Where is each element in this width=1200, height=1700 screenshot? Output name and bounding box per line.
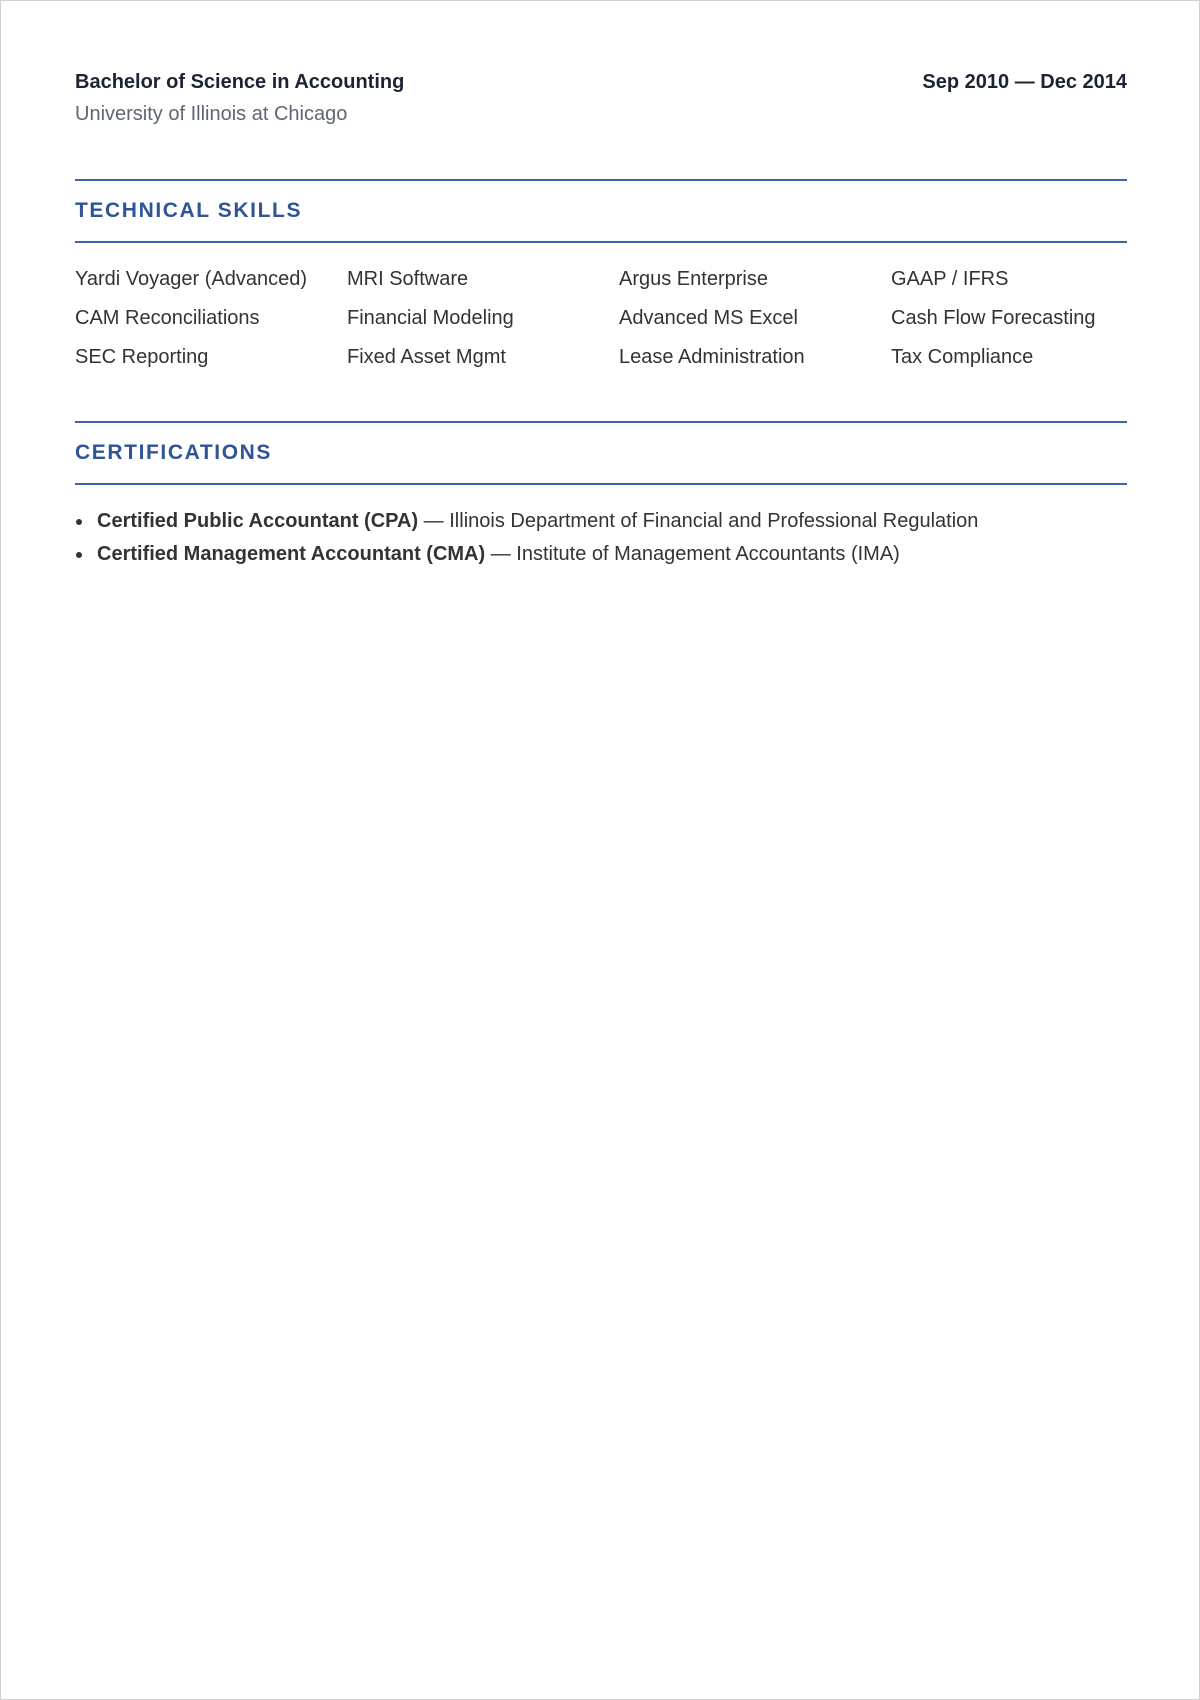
education-entry — [75, 69, 1127, 129]
certifications-top-rule — [75, 421, 1127, 423]
certification-name: Certified Public Accountant (CPA) — [97, 510, 419, 532]
skills-section-title: TECHNICAL SKILLS — [75, 199, 303, 222]
skill-item: Argus Enterprise — [619, 268, 768, 290]
skill-item: GAAP / IFRS — [891, 268, 1009, 290]
skill-item: Tax Compliance — [891, 346, 1034, 368]
skill-item: Lease Administration — [619, 346, 805, 368]
skill-item: CAM Reconciliations — [75, 307, 260, 329]
skills-top-rule — [75, 179, 1127, 181]
list-item — [75, 509, 1127, 542]
skills-grid — [75, 267, 1127, 384]
certifications-list — [75, 509, 1127, 575]
school-name: University of Illinois at Chicago — [75, 103, 348, 125]
skill-item: Advanced MS Excel — [619, 307, 798, 329]
skill-item: Financial Modeling — [347, 307, 514, 329]
bullet-icon — [76, 519, 82, 525]
skill-item: SEC Reporting — [75, 346, 209, 368]
skill-item: MRI Software — [347, 268, 469, 290]
bullet-icon — [76, 552, 82, 558]
skill-item: Cash Flow Forecasting — [891, 307, 1096, 329]
skill-item: Fixed Asset Mgmt — [347, 346, 506, 368]
certification-issuer: Institute of Management Accountants (IMA) — [516, 543, 900, 565]
list-item — [75, 542, 1127, 575]
certification-issuer: Illinois Department of Financial and Professional Regulation — [449, 510, 979, 532]
certification-name: Certified Management Accountant (CMA) — [97, 543, 486, 565]
skill-item: Yardi Voyager (Advanced) — [75, 268, 307, 290]
education-dates: Sep 2010 — Dec 2014 — [922, 71, 1127, 93]
certifications-section-title: CERTIFICATIONS — [75, 441, 273, 464]
certifications-bottom-rule — [75, 483, 1127, 485]
certification-separator: — — [485, 543, 517, 565]
skills-bottom-rule — [75, 241, 1127, 243]
certification-separator: — — [418, 510, 450, 532]
degree-title: Bachelor of Science in Accounting — [75, 71, 405, 93]
